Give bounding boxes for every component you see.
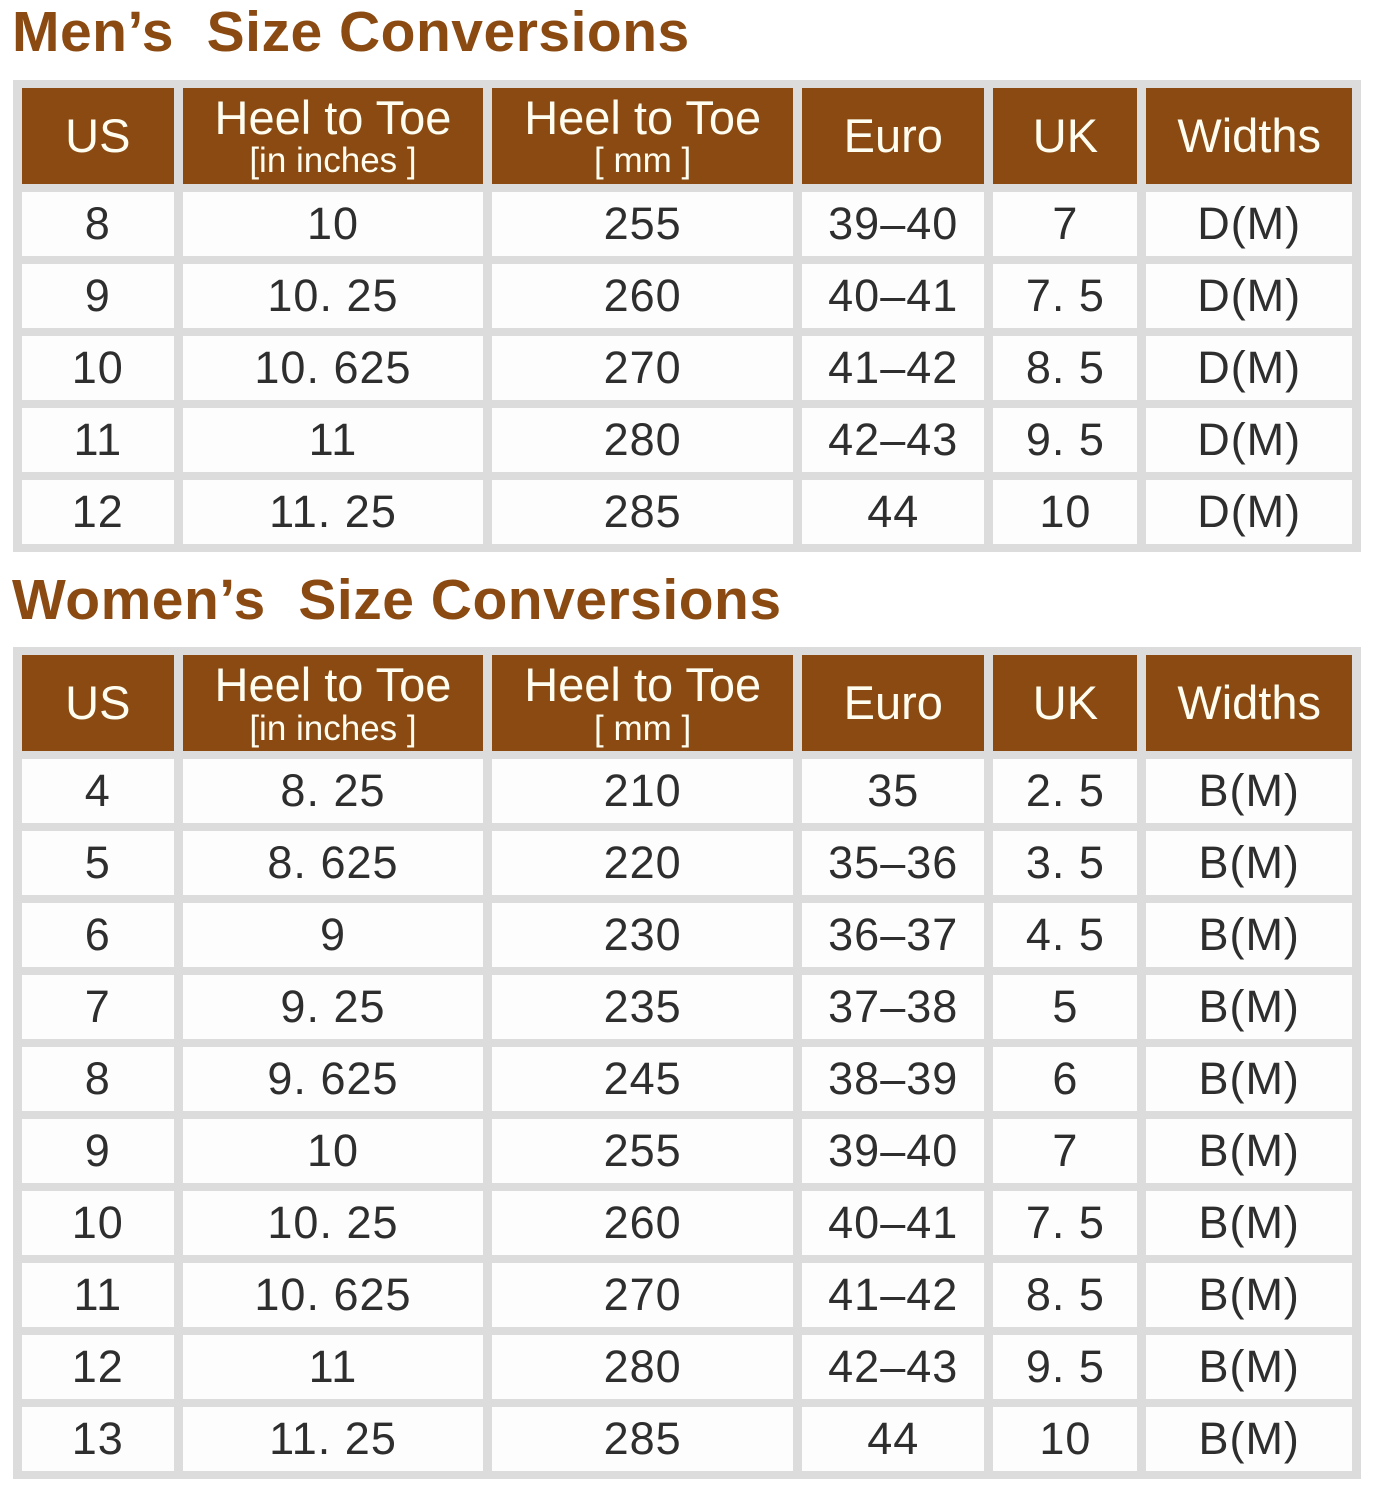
table-cell: 11 — [22, 408, 174, 472]
column-header-euro — [802, 88, 984, 184]
column-header-heel-to-toe — [183, 88, 484, 184]
column-label: Heel to Toe — [214, 658, 452, 712]
table-cell: 270 — [492, 1263, 793, 1327]
table-cell: 10. 625 — [183, 336, 484, 400]
mens-size-table — [13, 80, 1361, 552]
table-cell: 39–40 — [802, 192, 984, 256]
table-cell: B(M) — [1146, 1047, 1352, 1111]
table-cell: 5 — [993, 975, 1137, 1039]
column-label: Widths — [1177, 676, 1321, 730]
header-row — [22, 88, 1352, 184]
mens-title: Men’s Size Conversions — [12, 0, 690, 64]
table-cell: 41–42 — [802, 1263, 984, 1327]
table-cell: 11 — [22, 1263, 174, 1327]
table-cell: 11 — [183, 408, 484, 472]
table-cell: 260 — [492, 264, 793, 328]
table-cell: 4. 5 — [993, 903, 1137, 967]
table-cell: 40–41 — [802, 264, 984, 328]
table-cell: D(M) — [1146, 408, 1352, 472]
table-cell: 41–42 — [802, 336, 984, 400]
table-cell: 35–36 — [802, 831, 984, 895]
table-cell: 8. 5 — [993, 336, 1137, 400]
table-cell: 8. 5 — [993, 1263, 1137, 1327]
column-sublabel: [ mm ] — [594, 708, 692, 748]
table-cell: 7. 5 — [993, 264, 1137, 328]
table-row — [22, 408, 1352, 472]
table-cell: D(M) — [1146, 336, 1352, 400]
table-row — [22, 1047, 1352, 1111]
table-cell: B(M) — [1146, 831, 1352, 895]
table-cell: 230 — [492, 903, 793, 967]
column-header-widths — [1146, 655, 1352, 751]
table-cell: 7 — [22, 975, 174, 1039]
table-row — [22, 1191, 1352, 1255]
table-cell: 10 — [22, 336, 174, 400]
table-cell: 42–43 — [802, 408, 984, 472]
column-label: US — [65, 676, 131, 730]
table-cell: 2. 5 — [993, 759, 1137, 823]
column-header-heel-to-toe — [492, 655, 793, 751]
table-cell: 10 — [183, 192, 484, 256]
table-row — [22, 480, 1352, 544]
column-header-us — [22, 655, 174, 751]
column-header-euro — [802, 655, 984, 751]
table-cell: 10 — [183, 1119, 484, 1183]
column-sublabel: [ mm ] — [594, 141, 692, 181]
table-cell: 40–41 — [802, 1191, 984, 1255]
column-header-us — [22, 88, 174, 184]
table-cell: B(M) — [1146, 759, 1352, 823]
table-cell: 7 — [993, 1119, 1137, 1183]
table-cell: 8. 25 — [183, 759, 484, 823]
table-cell: 7. 5 — [993, 1191, 1137, 1255]
table-cell: 11. 25 — [183, 480, 484, 544]
column-label: Widths — [1177, 108, 1321, 162]
table-row — [22, 903, 1352, 967]
table-cell: D(M) — [1146, 480, 1352, 544]
table-cell: 38–39 — [802, 1047, 984, 1111]
table-cell: 6 — [993, 1047, 1137, 1111]
table-cell: 9 — [183, 903, 484, 967]
column-label: Euro — [843, 108, 943, 162]
header-row — [22, 655, 1352, 751]
table-cell: 245 — [492, 1047, 793, 1111]
table-cell: B(M) — [1146, 1263, 1352, 1327]
table-cell: D(M) — [1146, 192, 1352, 256]
table-cell: 11 — [183, 1335, 484, 1399]
table-cell: 9 — [22, 264, 174, 328]
table-row — [22, 1119, 1352, 1183]
table-cell: 255 — [492, 192, 793, 256]
table-cell: 280 — [492, 1335, 793, 1399]
table-cell: 9 — [22, 1119, 174, 1183]
table-cell: 10 — [993, 1407, 1137, 1471]
table-cell: B(M) — [1146, 903, 1352, 967]
table-row — [22, 1407, 1352, 1471]
table-cell: B(M) — [1146, 975, 1352, 1039]
column-header-uk — [993, 655, 1137, 751]
table-row — [22, 1335, 1352, 1399]
table-cell: 10 — [993, 480, 1137, 544]
table-cell: 11. 25 — [183, 1407, 484, 1471]
mens-section — [0, 0, 1374, 552]
table-cell: 220 — [492, 831, 793, 895]
womens-size-table — [13, 647, 1361, 1479]
table-cell: B(M) — [1146, 1119, 1352, 1183]
table-cell: 44 — [802, 480, 984, 544]
table-cell: D(M) — [1146, 264, 1352, 328]
column-label: Heel to Toe — [214, 90, 452, 144]
table-row — [22, 831, 1352, 895]
table-cell: 260 — [492, 1191, 793, 1255]
table-cell: 5 — [22, 831, 174, 895]
column-label: UK — [1032, 676, 1099, 730]
column-header-heel-to-toe — [183, 655, 484, 751]
table-cell: 10 — [22, 1191, 174, 1255]
table-cell: 7 — [993, 192, 1137, 256]
column-sublabel: [in inches ] — [249, 708, 417, 748]
table-cell: 44 — [802, 1407, 984, 1471]
table-cell: 12 — [22, 480, 174, 544]
table-cell: 9. 5 — [993, 408, 1137, 472]
column-label: Heel to Toe — [524, 90, 762, 144]
table-cell: 8 — [22, 192, 174, 256]
column-label: Heel to Toe — [524, 658, 762, 712]
column-header-heel-to-toe — [492, 88, 793, 184]
table-cell: 39–40 — [802, 1119, 984, 1183]
column-sublabel: [in inches ] — [249, 141, 417, 181]
table-cell: 4 — [22, 759, 174, 823]
table-row — [22, 192, 1352, 256]
column-label: UK — [1032, 108, 1099, 162]
womens-section — [0, 568, 1374, 1480]
table-cell: 10. 25 — [183, 1191, 484, 1255]
table-cell: 9. 625 — [183, 1047, 484, 1111]
table-cell: 210 — [492, 759, 793, 823]
womens-title: Women’s Size Conversions — [12, 567, 782, 632]
table-cell: 255 — [492, 1119, 793, 1183]
table-cell: 270 — [492, 336, 793, 400]
table-cell: 35 — [802, 759, 984, 823]
table-row — [22, 759, 1352, 823]
table-row — [22, 336, 1352, 400]
table-cell: 6 — [22, 903, 174, 967]
table-row — [22, 975, 1352, 1039]
column-header-uk — [993, 88, 1137, 184]
table-cell: 37–38 — [802, 975, 984, 1039]
table-cell: 10. 25 — [183, 264, 484, 328]
column-label: US — [65, 108, 131, 162]
table-cell: B(M) — [1146, 1407, 1352, 1471]
table-cell: 36–37 — [802, 903, 984, 967]
table-cell: 8. 625 — [183, 831, 484, 895]
table-cell: 8 — [22, 1047, 174, 1111]
table-cell: 235 — [492, 975, 793, 1039]
table-cell: 285 — [492, 480, 793, 544]
table-cell: 42–43 — [802, 1335, 984, 1399]
column-label: Euro — [843, 676, 943, 730]
table-row — [22, 264, 1352, 328]
table-cell: 9. 25 — [183, 975, 484, 1039]
table-cell: 10. 625 — [183, 1263, 484, 1327]
table-row — [22, 1263, 1352, 1327]
table-cell: 3. 5 — [993, 831, 1137, 895]
table-cell: 13 — [22, 1407, 174, 1471]
column-header-widths — [1146, 88, 1352, 184]
table-cell: 285 — [492, 1407, 793, 1471]
table-cell: B(M) — [1146, 1191, 1352, 1255]
table-cell: 280 — [492, 408, 793, 472]
table-cell: B(M) — [1146, 1335, 1352, 1399]
table-cell: 9. 5 — [993, 1335, 1137, 1399]
table-cell: 12 — [22, 1335, 174, 1399]
